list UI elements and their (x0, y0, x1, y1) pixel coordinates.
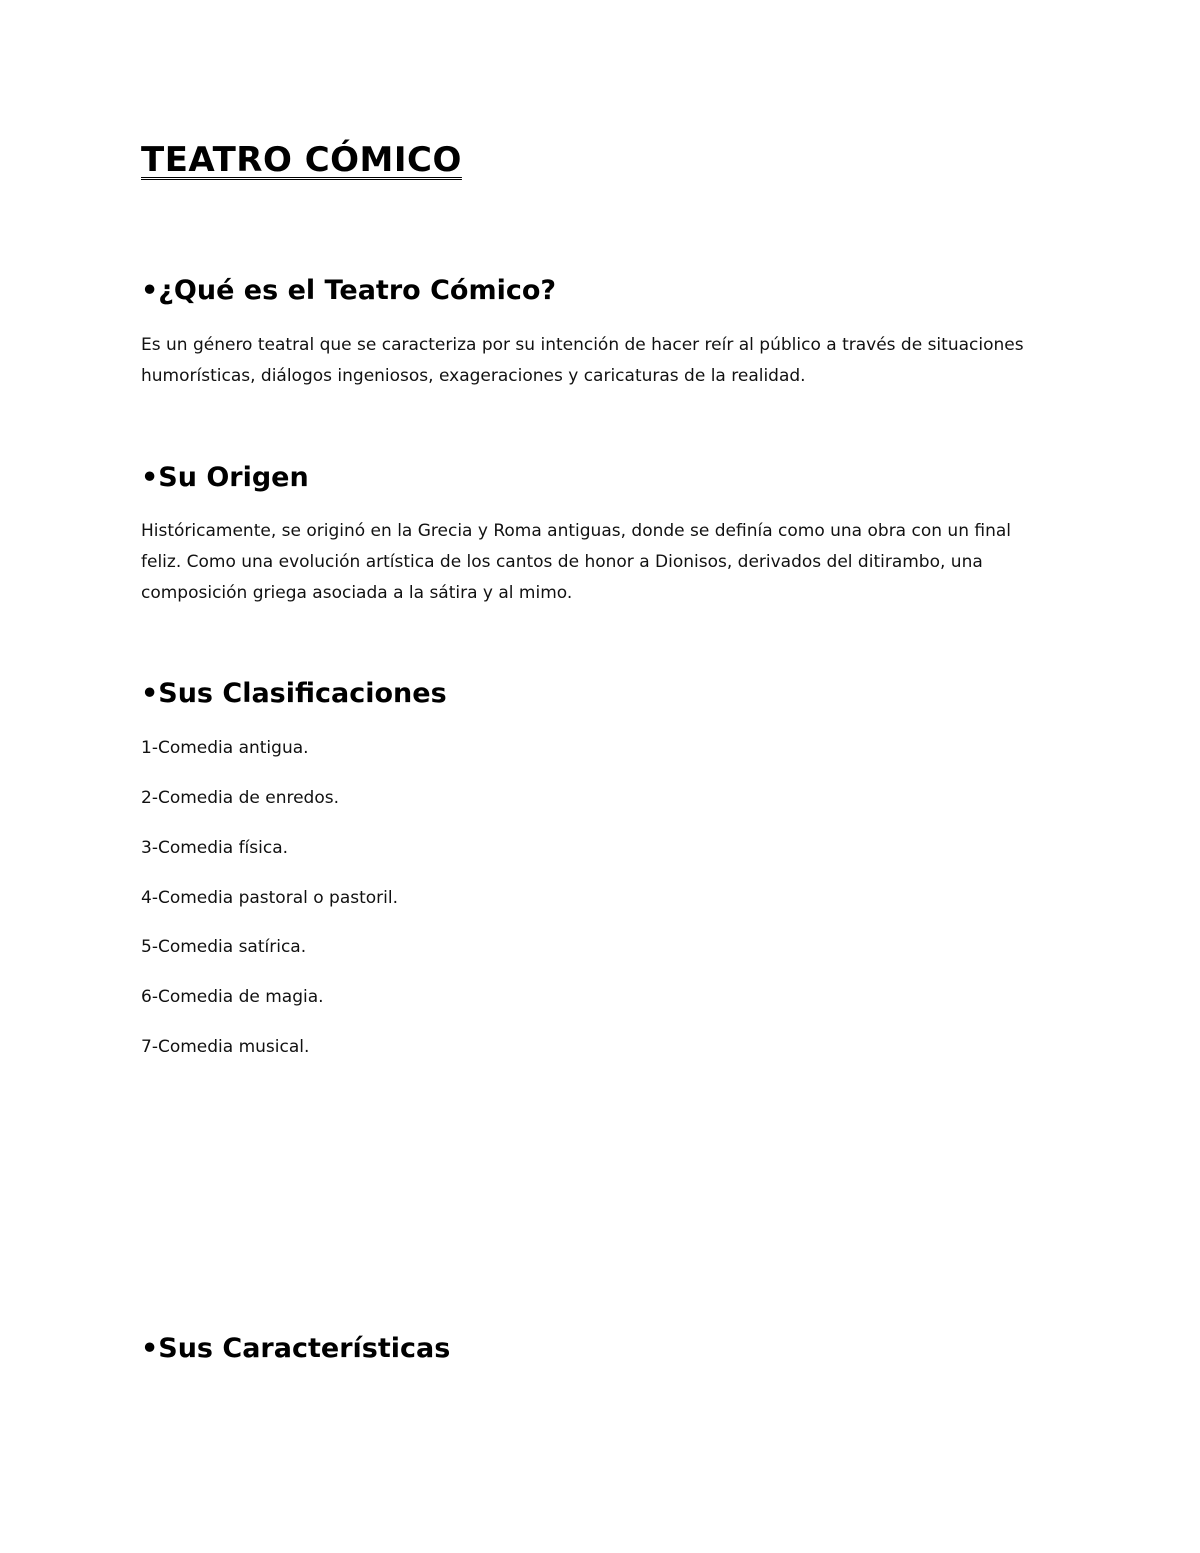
list-item: 1-Comedia antigua. (141, 738, 309, 758)
heading-what-is: •¿Qué es el Teatro Cómico? (141, 275, 557, 306)
paragraph-line: feliz. Como una evolución artística de los cantos de honor a Dionisos, derivados del ditirambo, una (141, 552, 983, 572)
list-item: 6-Comedia de magia. (141, 987, 324, 1007)
list-item: 5-Comedia satírica. (141, 937, 307, 957)
paragraph-what-is (141, 330, 1061, 392)
heading-origin: •Su Origen (141, 462, 309, 493)
paragraph-line: Es un género teatral que se caracteriza por su intención de hacer reír al público a través de situaciones (141, 335, 1024, 355)
list-item: 2-Comedia de enredos. (141, 788, 339, 808)
document-title: TEATRO CÓMICO (141, 140, 462, 180)
paragraph-line: composición griega asociada a la sátira y al mimo. (141, 583, 573, 603)
paragraph-line: humorísticas, diálogos ingeniosos, exageraciones y caricaturas de la realidad. (141, 366, 806, 386)
paragraph-origin (141, 516, 1061, 609)
heading-classifications: •Sus Clasificaciones (141, 678, 447, 709)
list-item: 4-Comedia pastoral o pastoril. (141, 888, 399, 908)
paragraph-line: Históricamente, se originó en la Grecia y Roma antiguas, donde se definía como una obra con un final (141, 521, 1012, 541)
heading-characteristics: •Sus Características (141, 1333, 451, 1364)
list-item: 7-Comedia musical. (141, 1037, 310, 1057)
list-item: 3-Comedia física. (141, 838, 289, 858)
